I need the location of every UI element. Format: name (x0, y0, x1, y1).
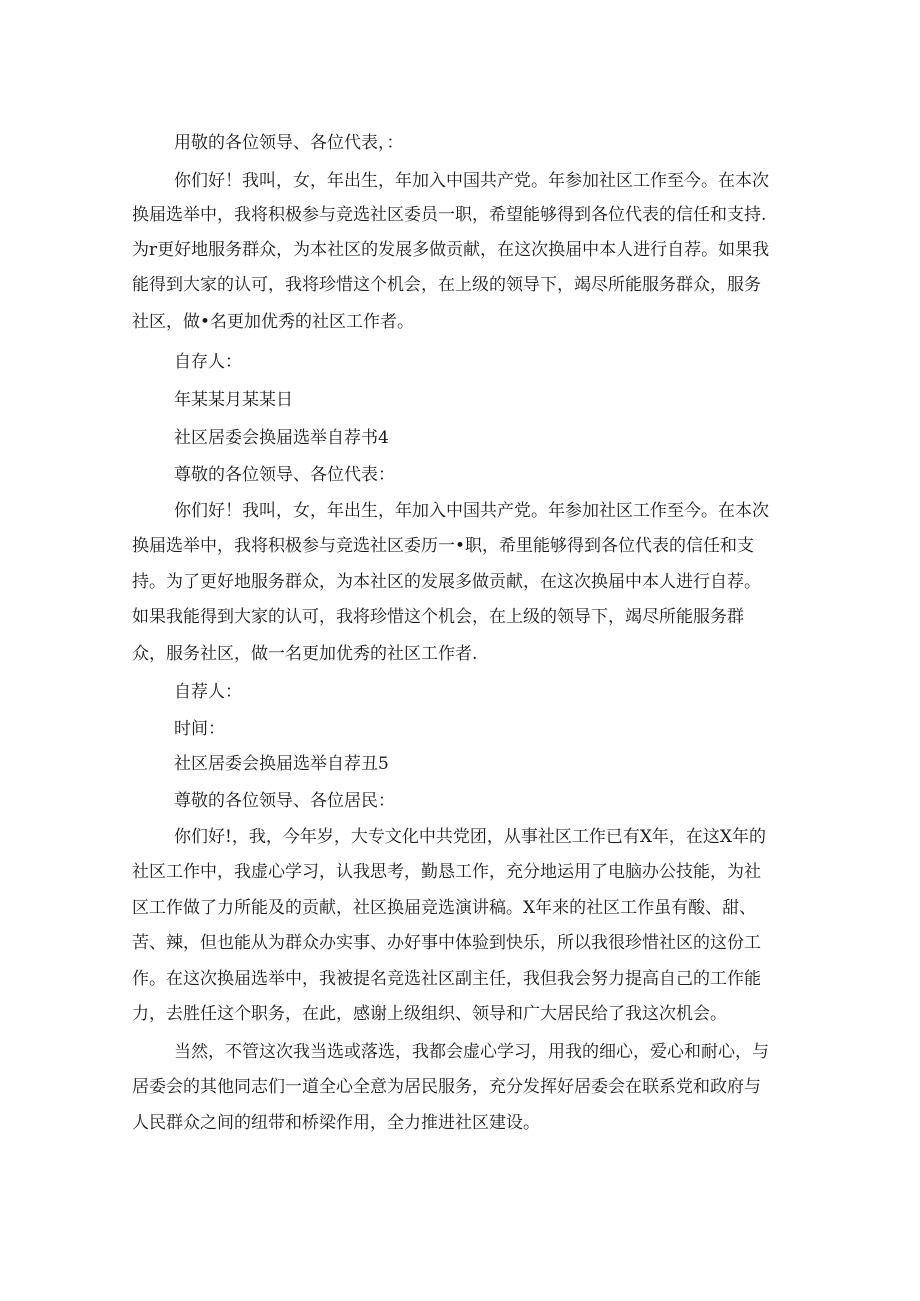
paragraph-line: 如果我能得到大家的认可，我将珍惜这个机会，在上级的领导下，竭尽所能服务群 (132, 607, 744, 627)
salutation-3: 尊敬的各位领导、各位居民： (174, 791, 395, 811)
paragraph-line: 社区工作中，我虚心学习，认我思考，勤恳工作，充分地运用了电脑办公技能，为社 (132, 862, 761, 882)
time-label: 时间： (174, 719, 225, 739)
paragraph-line: 换届选举中，我将积极参与竞选社区委历一•职，希里能够得到各位代表的信任和支 (132, 536, 755, 556)
paragraph-line: 人民群众之间的纽带和桥梁作用，全力推进社区建设。 (132, 1113, 540, 1133)
date-line: 年某某月某某日 (174, 390, 293, 410)
paragraph-line: 你们好！我叫，女，年出生，年加入中国共产党。年参加社区工作至今。在本次 (174, 171, 769, 191)
paragraph-line: 换届选举中，我将积极参与竞选社区委员一职，希望能够得到各位代表的信任和支持. (132, 205, 767, 225)
signature-label: 自存人： (174, 352, 242, 372)
paragraph-line: 作。在这次换届选举中，我被提名竞选社区副主任，我但我会努力提高自己的工作能 (132, 969, 761, 989)
paragraph-line: 你们好！我叫，女，年出生，年加入中国共产党。年参加社区工作至今。在本次 (174, 501, 769, 521)
paragraph-line: 能得到大家的认可，我将珍惜这个机会，在上级的领导下，竭尽所能服务群众，服务 (132, 275, 761, 295)
paragraph-line: 力，去胜任这个职务，在此，感谢上级组织、领导和广大居民给了我这次机会。 (132, 1004, 727, 1024)
paragraph-line: 社区，做•名更加优秀的社区工作者。 (132, 312, 415, 332)
signature-label: 自荐人： (174, 682, 242, 702)
salutation-1: 用敬的各位领导、各位代表，： (174, 133, 404, 153)
section-title-4: 社区居委会换届选举自荐书4 (174, 428, 389, 448)
paragraph-line: 你们好!，我，今年岁，大专文化中共党团，从事社区工作已有X年，在这X年的 (174, 827, 767, 847)
paragraph-line: 苦、辣，但也能从为群众办实事、办好事中体验到快乐，所以我很珍惜社区的这份工 (132, 933, 761, 953)
paragraph-line: 区工作做了力所能及的贡献，社区换届竞选演讲稿。X年来的社区工作虽有酸、甜、 (132, 898, 757, 918)
paragraph-line: 为r更好地服务群众，为本社区的发展多做贡献，在这次换届中本人进行自荐。如果我 (132, 240, 770, 260)
salutation-2: 尊敬的各位领导、各位代表： (174, 465, 395, 485)
paragraph-line: 当然，不管这次我当选或落选，我都会虚心学习，用我的细心，爱心和耐心，与 (174, 1042, 769, 1062)
paragraph-line: 居委会的其他同志们一道全心全意为居民服务，充分发挥好居委会在联系党和政府与 (132, 1077, 761, 1097)
paragraph-line: 众，服务社区，做一名更加优秀的社区工作者. (132, 644, 478, 664)
section-title-5: 社区居委会换届选举自荐丑5 (174, 754, 389, 774)
paragraph-line: 持。为了更好地服务群众，为本社区的发展多做贡献，在这次换届中本人进行自荐。 (132, 572, 761, 592)
